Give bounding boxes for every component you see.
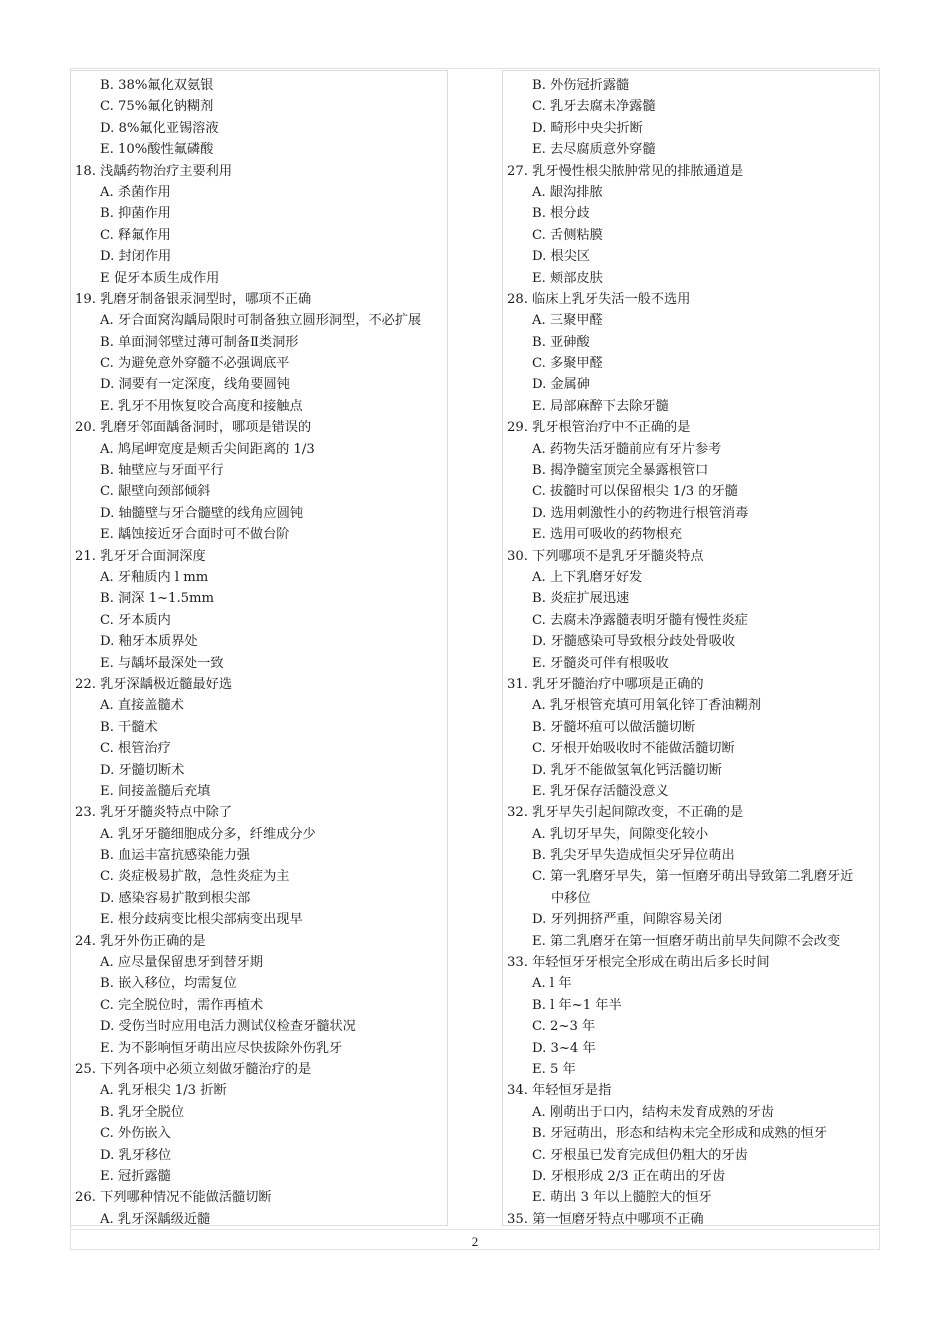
left-answer-option: B. 嵌入移位，均需复位 [100, 976, 237, 992]
left-answer-option: C. 为避免意外穿髓不必强调底平 [100, 356, 290, 372]
left-answer-option: C. 牙本质内 [100, 612, 171, 628]
right-answer-option: C. 乳牙去腐未净露髓 [532, 99, 656, 115]
right-question-stem: 32. 乳牙早失引起间隙改变，不正确的是 [507, 805, 744, 821]
right-answer-option: D. 3~4 年 [532, 1040, 596, 1056]
right-answer-option: D. 畸形中央尖折断 [532, 120, 643, 136]
left-answer-option: A. 直接盖髓术 [100, 698, 184, 714]
right-answer-option: C. 舌侧粘膜 [532, 227, 603, 243]
right-answer-option: B. 根分歧 [532, 206, 590, 222]
right-answer-option: D. 牙髓感染可导致根分歧处骨吸收 [532, 634, 736, 650]
right-option-continuation: 中移位 [551, 890, 591, 906]
page-number: 2 [471, 1234, 479, 1249]
right-answer-option: E. 5 年 [532, 1061, 576, 1077]
left-answer-option: A. 乳牙牙髓细胞成分多，纤维成分少 [100, 826, 316, 842]
left-answer-option: A. 鸠尾岬宽度是颊舌尖间距离的 1/3 [100, 441, 315, 457]
left-answer-option: C. 75%氟化钠糊剂 [100, 99, 214, 115]
right-question-stem: 28. 临床上乳牙失活一般不选用 [507, 291, 691, 307]
left-answer-option: E. 龋蚀接近牙合面时可不做台阶 [100, 527, 290, 543]
left-question-stem: 19. 乳磨牙制备银汞洞型时，哪项不正确 [75, 291, 312, 307]
right-answer-option: E. 去尽腐质意外穿髓 [532, 142, 656, 158]
right-answer-option: D. 牙根形成 2/3 正在萌出的牙齿 [532, 1168, 726, 1184]
left-answer-option: D. 轴髓壁与牙合髓壁的线角应圆钝 [100, 505, 304, 521]
right-answer-option: E. 选用可吸收的药物根充 [532, 527, 682, 543]
right-answer-option: A. 乳切牙早失，间隙变化较小 [532, 826, 709, 842]
left-question-stem: 26. 下列哪种情况不能做活髓切断 [75, 1190, 272, 1206]
left-question-stem: 21. 乳牙牙合面洞深度 [75, 548, 206, 564]
left-answer-option: A. 乳牙根尖 1/3 折断 [100, 1083, 227, 1099]
right-answer-option: C. 第一乳磨牙早失，第一恒磨牙萌出导致第二乳磨牙近 [532, 869, 854, 885]
left-answer-option: E. 间接盖髓后充填 [100, 783, 211, 799]
right-answer-option: C. 多聚甲醛 [532, 356, 603, 372]
left-answer-option: B. 抑菌作用 [100, 206, 171, 222]
right-question-stem: 35. 第一恒磨牙特点中哪项不正确 [507, 1211, 704, 1227]
left-question-stem: 18. 浅龋药物治疗主要利用 [75, 163, 233, 179]
right-answer-option: E. 萌出 3 年以上髓腔大的恒牙 [532, 1190, 712, 1206]
left-answer-option: B. 乳牙全脱位 [100, 1104, 185, 1120]
right-answer-option: E. 局部麻醉下去除牙髓 [532, 398, 669, 414]
left-answer-option: E. 为不影响恒牙萌出应尽快拔除外伤乳牙 [100, 1040, 343, 1056]
right-question-stem: 31. 乳牙牙髓治疗中哪项是正确的 [507, 676, 704, 692]
left-answer-option: B. 干髓术 [100, 719, 158, 735]
left-answer-option: A. 乳牙深龋级近髓 [100, 1211, 211, 1227]
left-answer-option: C. 完全脱位时，需作再植术 [100, 997, 264, 1013]
left-question-stem: 20. 乳磨牙邻面龋备洞时，哪项是错误的 [75, 420, 312, 436]
left-answer-option: A. 杀菌作用 [100, 184, 171, 200]
left-answer-option: D. 牙髓切断术 [100, 762, 185, 778]
right-answer-option: D. 金属砷 [532, 377, 591, 393]
left-answer-option: B. 38%氟化双氨银 [100, 78, 214, 93]
left-question-stem: 23. 乳牙牙髓炎特点中除了 [75, 805, 233, 821]
right-answer-option: C. 去腐未净露髓表明牙髓有慢性炎症 [532, 612, 748, 628]
left-answer-option: C. 外伤嵌入 [100, 1126, 171, 1142]
right-answer-option: E. 第二乳磨牙在第一恒磨牙萌出前早失间隙不会改变 [532, 933, 841, 949]
right-question-stem: 29. 乳牙根管治疗中不正确的是 [507, 420, 691, 436]
left-question-stem: 25. 下列各项中必须立刻做牙髓治疗的是 [75, 1061, 312, 1077]
right-column [502, 70, 880, 1226]
left-question-stem: 22. 乳牙深龋极近髓最好选 [75, 676, 233, 692]
right-answer-option: D. 根尖区 [532, 249, 591, 265]
left-answer-option: E. 与龋坏最深处一致 [100, 655, 224, 671]
left-column-content [71, 75, 447, 1230]
left-answer-option: E. 10%酸性氟磷酸 [100, 142, 214, 158]
right-answer-option: A. 龈沟排脓 [532, 184, 603, 200]
right-question-stem: 27. 乳牙慢性根尖脓肿常见的排脓通道是 [507, 163, 744, 179]
left-column [70, 70, 448, 1226]
left-answer-option: D. 感染容易扩散到根尖部 [100, 890, 251, 906]
right-answer-option: A. 刚萌出于口内，结构未发育成熟的牙齿 [532, 1104, 775, 1120]
left-answer-option: D. 洞要有一定深度，线角要圆钝 [100, 377, 290, 393]
right-answer-option: C. 2~3 年 [532, 1019, 596, 1035]
left-answer-option: D. 乳牙移位 [100, 1147, 172, 1163]
right-answer-option: B. l 年~1 年半 [532, 997, 622, 1013]
right-answer-option: A. 上下乳磨牙好发 [532, 569, 643, 585]
left-answer-option: E. 乳牙不用恢复咬合高度和接触点 [100, 398, 303, 414]
right-question-stem: 34. 年轻恒牙是指 [507, 1083, 612, 1099]
right-answer-option: B. 牙髓坏疽可以做活髓切断 [532, 719, 696, 735]
right-answer-option: C. 牙根虽已发育完成但仍粗大的牙齿 [532, 1147, 748, 1163]
left-answer-option: A. 牙合面窝沟龋局限时可制备独立圆形洞型，不必扩展 [100, 313, 422, 329]
right-answer-option: A. 药物失活牙髓前应有牙片参考 [532, 441, 722, 457]
right-answer-option: D. 牙列拥挤严重，间隙容易关闭 [532, 912, 722, 928]
left-answer-option: E. 根分歧病变比根尖部病变出现早 [100, 912, 303, 928]
left-answer-option: D. 受伤当时应用电活力测试仪检查牙髓状况 [100, 1019, 356, 1035]
left-answer-option: A. 应尽量保留患牙到替牙期 [100, 955, 263, 971]
left-answer-option: C. 释氟作用 [100, 227, 171, 243]
left-answer-option: B. 单面洞邻壁过薄可制备Ⅱ类洞形 [100, 334, 299, 350]
right-column-content [503, 75, 879, 1230]
left-answer-option: B. 血运丰富抗感染能力强 [100, 848, 250, 864]
left-answer-option: B. 洞深 1~1.5mm [100, 591, 215, 607]
right-answer-option: C. 牙根开始吸收时不能做活髓切断 [532, 741, 735, 757]
left-answer-option: C. 根管治疗 [100, 741, 171, 757]
right-answer-option: D. 选用刺激性小的药物进行根管消毒 [532, 505, 749, 521]
right-answer-option: E. 乳牙保存活髓没意义 [532, 783, 669, 799]
right-question-stem: 30. 下列哪项不是乳牙牙髓炎特点 [507, 548, 704, 564]
left-answer-option: D. 釉牙本质界处 [100, 634, 198, 650]
left-answer-option: D. 封闭作用 [100, 249, 172, 265]
right-answer-option: C. 拔髓时可以保留根尖 1/3 的牙髓 [532, 484, 738, 500]
left-answer-option: D. 8%氟化亚锡溶液 [100, 120, 219, 136]
left-answer-option: E. 冠折露髓 [100, 1168, 171, 1184]
right-question-stem: 33. 年轻恒牙牙根完全形成在萌出后多长时间 [507, 955, 770, 971]
right-answer-option: B. 牙冠萌出，形态和结构未完全形成和成熟的恒牙 [532, 1126, 828, 1142]
right-answer-option: B. 炎症扩展迅速 [532, 591, 630, 607]
right-answer-option: B. 揭净髓室顶完全暴露根管口 [532, 463, 709, 479]
right-answer-option: B. 乳尖牙早失造成恒尖牙异位萌出 [532, 848, 735, 864]
right-answer-option: B. 亚砷酸 [532, 334, 590, 350]
left-answer-option: C. 炎症极易扩散，急性炎症为主 [100, 869, 290, 885]
right-answer-option: E. 颊部皮肤 [532, 270, 603, 286]
right-answer-option: D. 乳牙不能做氢氧化钙活髓切断 [532, 762, 722, 778]
right-answer-option: A. 乳牙根管充填可用氧化锌丁香油糊剂 [532, 698, 761, 714]
left-answer-option: B. 轴壁应与牙面平行 [100, 463, 224, 479]
right-answer-option: A. 三聚甲醛 [532, 313, 603, 329]
left-question-stem: 24. 乳牙外伤正确的是 [75, 933, 206, 949]
right-answer-option: A. l 年 [532, 976, 572, 992]
left-answer-option: A. 牙釉质内 l mm [100, 569, 209, 585]
right-answer-option: B. 外伤冠折露髓 [532, 78, 630, 93]
right-answer-option: E. 牙髓炎可伴有根吸收 [532, 655, 669, 671]
left-answer-option: E 促牙本质生成作用 [100, 270, 220, 286]
left-answer-option: C. 龈壁向颈部倾斜 [100, 484, 211, 500]
